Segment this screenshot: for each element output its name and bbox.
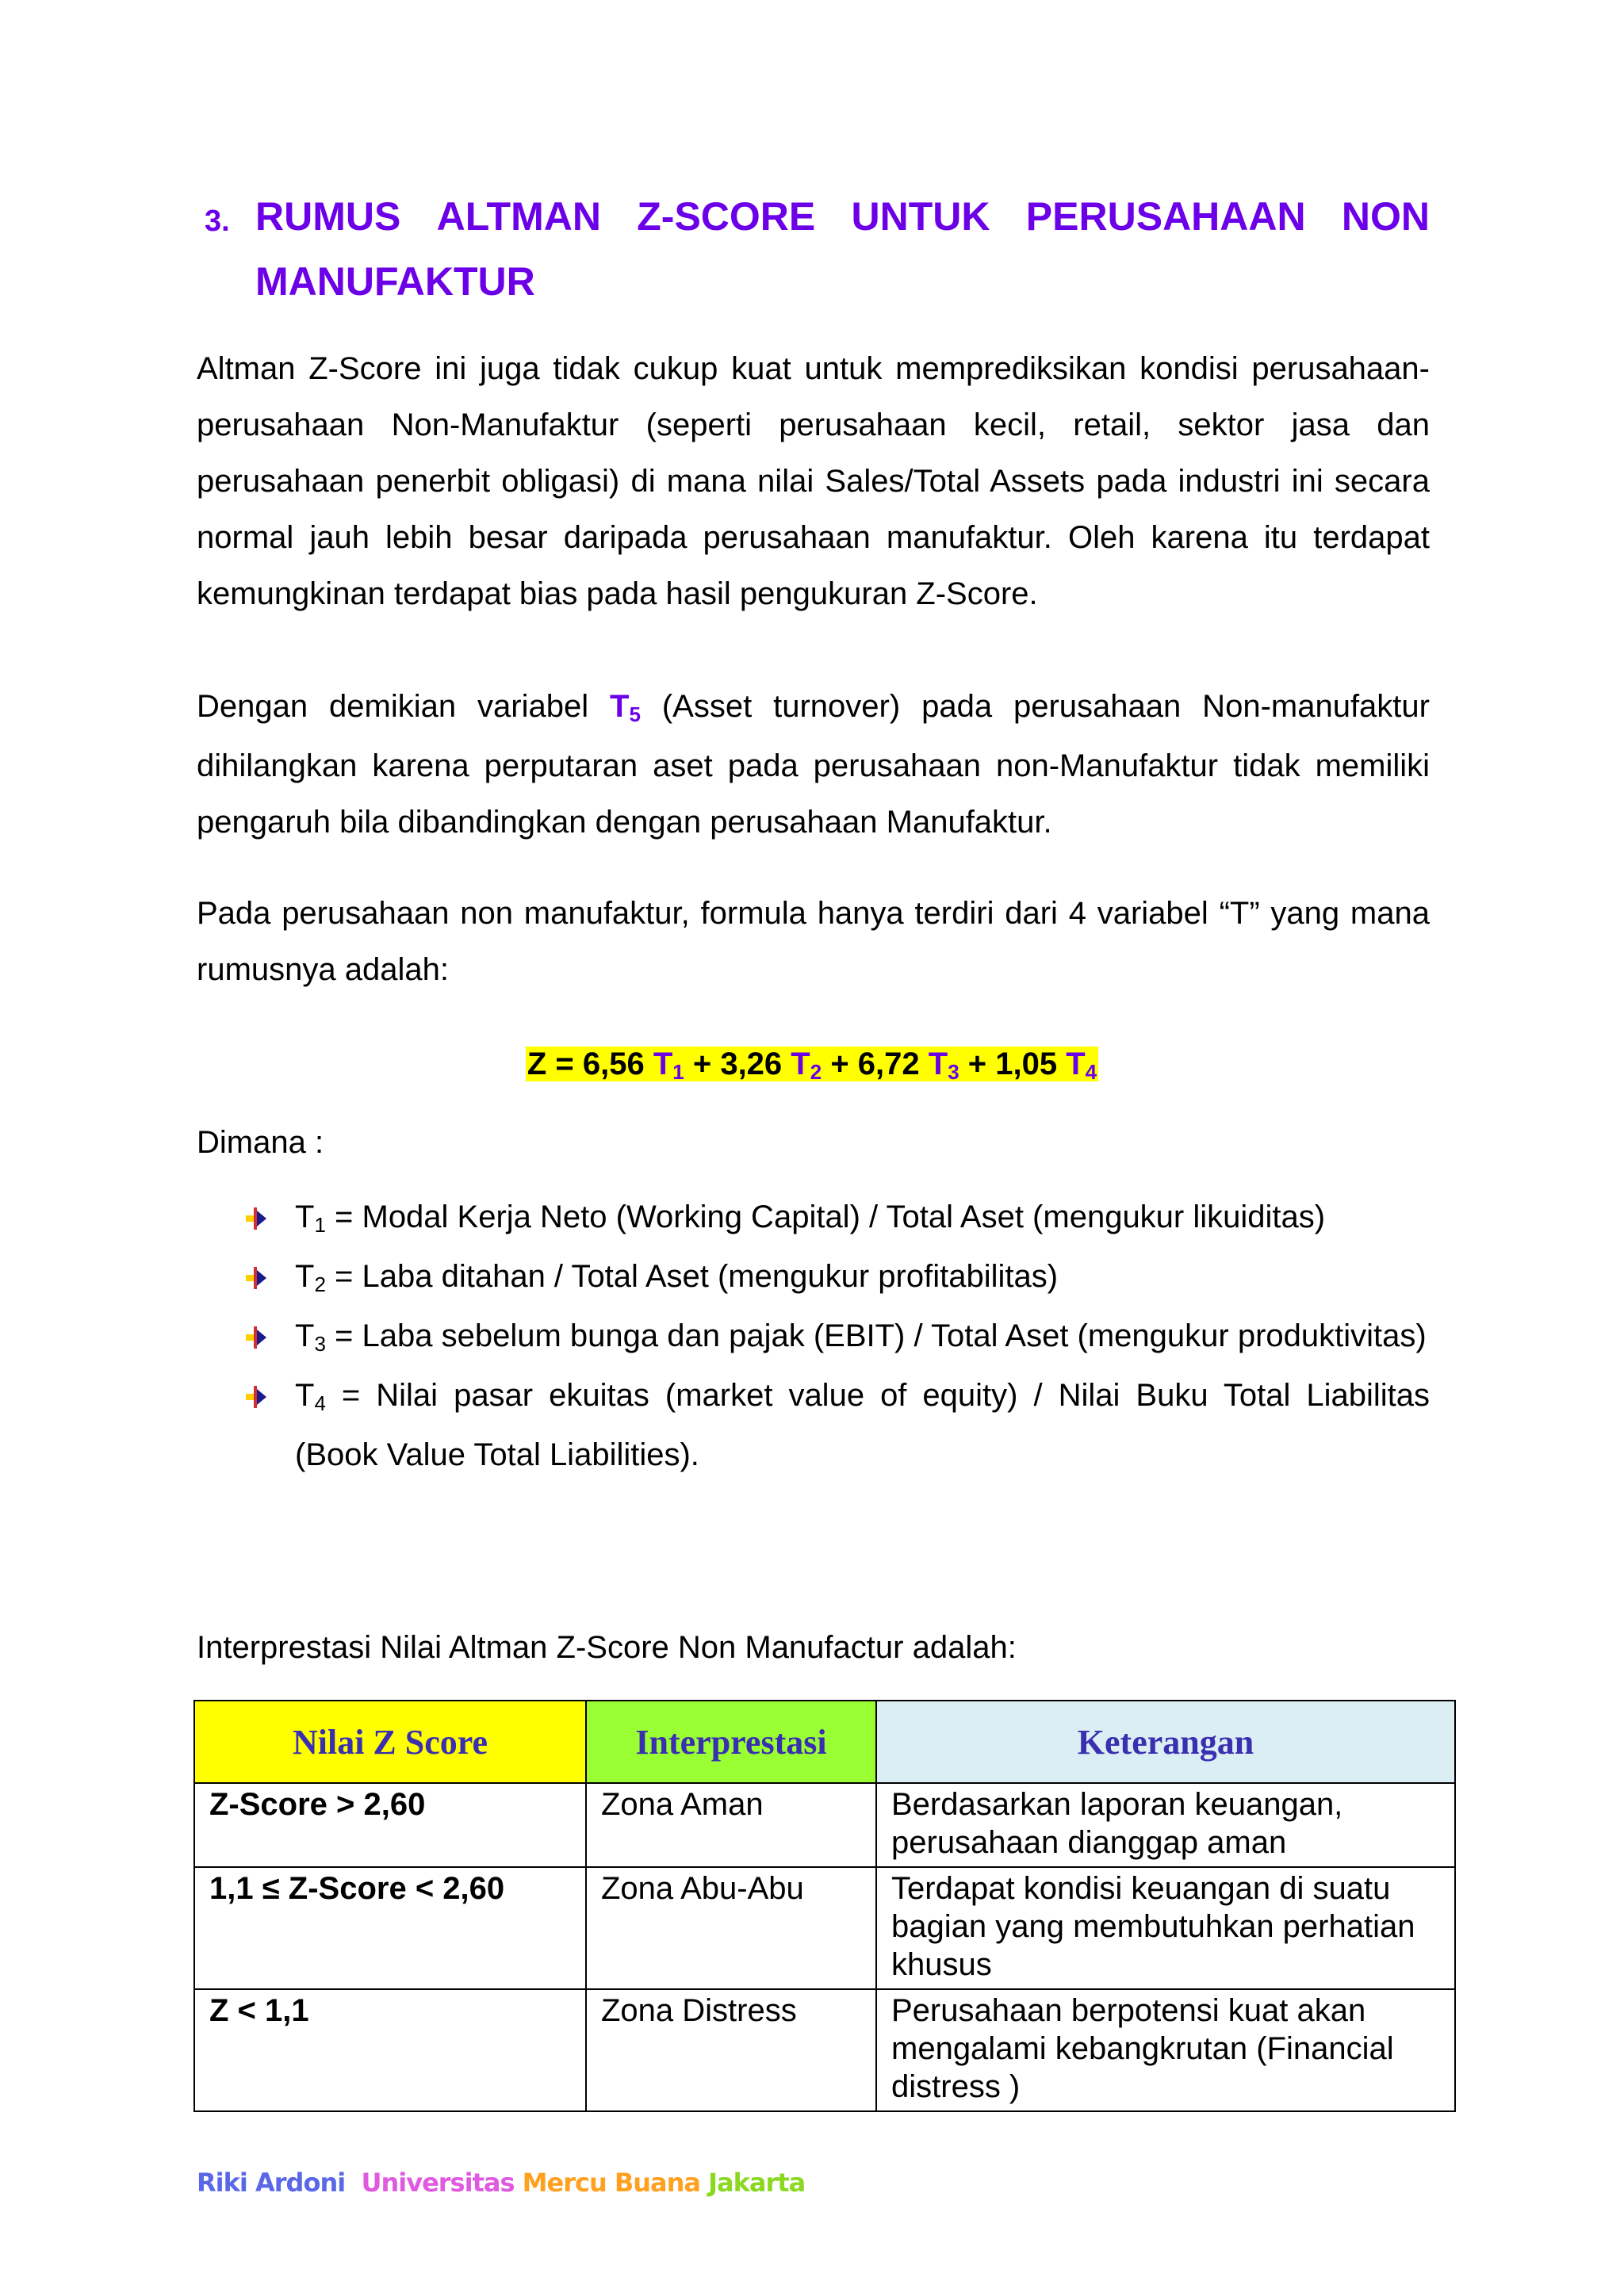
paragraph-formula-intro: Pada perusahaan non manufaktur, formula hanya terdiri dari 4 variabel “T” yang mana rumusnya adalah:	[197, 896, 1430, 987]
heading-word: ALTMAN	[436, 194, 601, 239]
arrow-bullet-icon	[243, 1205, 270, 1232]
arrow-bullet-icon	[243, 1265, 270, 1292]
heading-word: Z-SCORE	[637, 194, 816, 239]
cell-zone: Zona Distress	[586, 1989, 876, 2111]
cell-zone: Zona Aman	[586, 1783, 876, 1867]
cell-desc: Perusahaan berpotensi kuat akan mengalami kebangkrutan (Financial distress )	[876, 1989, 1455, 2111]
z-score-formula	[0, 1041, 1624, 1090]
z-score-table	[193, 1700, 1456, 2112]
heading-line-2: MANUFAKTUR	[255, 259, 535, 304]
footer-mercu: Mercu	[522, 2168, 607, 2198]
cell-score: Z-Score > 2,60	[194, 1783, 586, 1867]
list-item: $T_2$ = Laba ditahan / Total Aset (mengukur profitabilitas)	[243, 1249, 1430, 1308]
cell-zone: Zona Abu-Abu	[586, 1867, 876, 1989]
dimana-label: Dimana :	[197, 1125, 324, 1160]
header-keterangan: Keterangan	[876, 1701, 1455, 1783]
list-item: $T_1$ = Modal Kerja Neto (Working Capital) / Total Aset (mengukur likuiditas)	[243, 1189, 1430, 1249]
list-item: $T_3$ = Laba sebelum bunga dan pajak (EBIT) / Total Aset (mengukur produktivitas)	[243, 1308, 1430, 1368]
arrow-bullet-icon	[243, 1383, 270, 1410]
paragraph-t5-after: (Asset turnover) pada perusahaan Non-manufaktur dihilangkan karena perputaran aset pada perusahaan non-Manufaktur tidak memiliki pengaruh bila dibandingkan dengan perusahaan Manufaktur.	[197, 689, 1430, 840]
interpretation-intro: Interprestasi Nilai Altman Z-Score Non Manufactur adalah:	[197, 1630, 1017, 1665]
variable-list	[243, 1189, 1430, 1483]
heading-word: RUMUS	[255, 194, 401, 239]
cell-desc: Terdapat kondisi keuangan di suatu bagian yang membutuhkan perhatian khusus	[876, 1867, 1455, 1989]
formula-highlight: Z = 6,56 $T_1 + 3,26$ $T_2 + 6,72$ $T_3 + 1,05$ $T_4$	[527, 1047, 1097, 1084]
arrow-bullet-icon	[243, 1324, 270, 1351]
heading-word: NON	[1341, 194, 1430, 239]
paragraph-t5	[197, 679, 1430, 851]
cell-score: Z < 1,1	[194, 1989, 586, 2111]
table-row	[194, 1783, 1455, 1867]
cell-desc: Berdasarkan laporan keuangan, perusahaan dianggap aman	[876, 1783, 1455, 1867]
cell-score: 1,1 ≤ Z-Score < 2,60	[194, 1867, 586, 1989]
footer-universitas: Universitas	[361, 2168, 515, 2198]
paragraph-t5-before: Dengan demikian variabel	[197, 689, 611, 724]
header-nilai-z-score: Nilai Z Score	[194, 1701, 586, 1783]
list-item: $T_4$ = Nilai pasar ekuitas (market value of equity) / Nilai Buku Total Liabilitas (Book Value Total Liabilities).	[243, 1368, 1430, 1483]
table-row	[194, 1867, 1455, 1989]
footer-buana: Buana	[614, 2168, 700, 2198]
section-number: 3.	[205, 205, 230, 238]
heading-word: UNTUK	[851, 194, 990, 239]
footer-credit	[197, 2168, 805, 2198]
table-header-row	[194, 1701, 1455, 1783]
heading-word: PERUSAHAAN	[1025, 194, 1306, 239]
heading-line-1	[255, 193, 1430, 239]
table-row	[194, 1989, 1455, 2111]
variable-t5: $T_5$	[610, 689, 641, 726]
header-interprestasi: Interprestasi	[586, 1701, 876, 1783]
footer-author: Riki Ardoni	[197, 2168, 346, 2198]
footer-jakarta: Jakarta	[708, 2168, 806, 2198]
paragraph-intro: Altman Z-Score ini juga tidak cukup kuat untuk memprediksikan kondisi perusahaan-perusahaan Non-Manufaktur (seperti perusahaan kecil, retail, sektor jasa dan perusahaan penerbit obligasi) di mana nilai Sales/Total Assets pada industri ini secara normal jauh lebih besar daripada perusahaan manufaktur. Oleh karena itu terdapat kemungkinan terdapat bias pada hasil pengukuran Z-Score.	[197, 351, 1430, 611]
